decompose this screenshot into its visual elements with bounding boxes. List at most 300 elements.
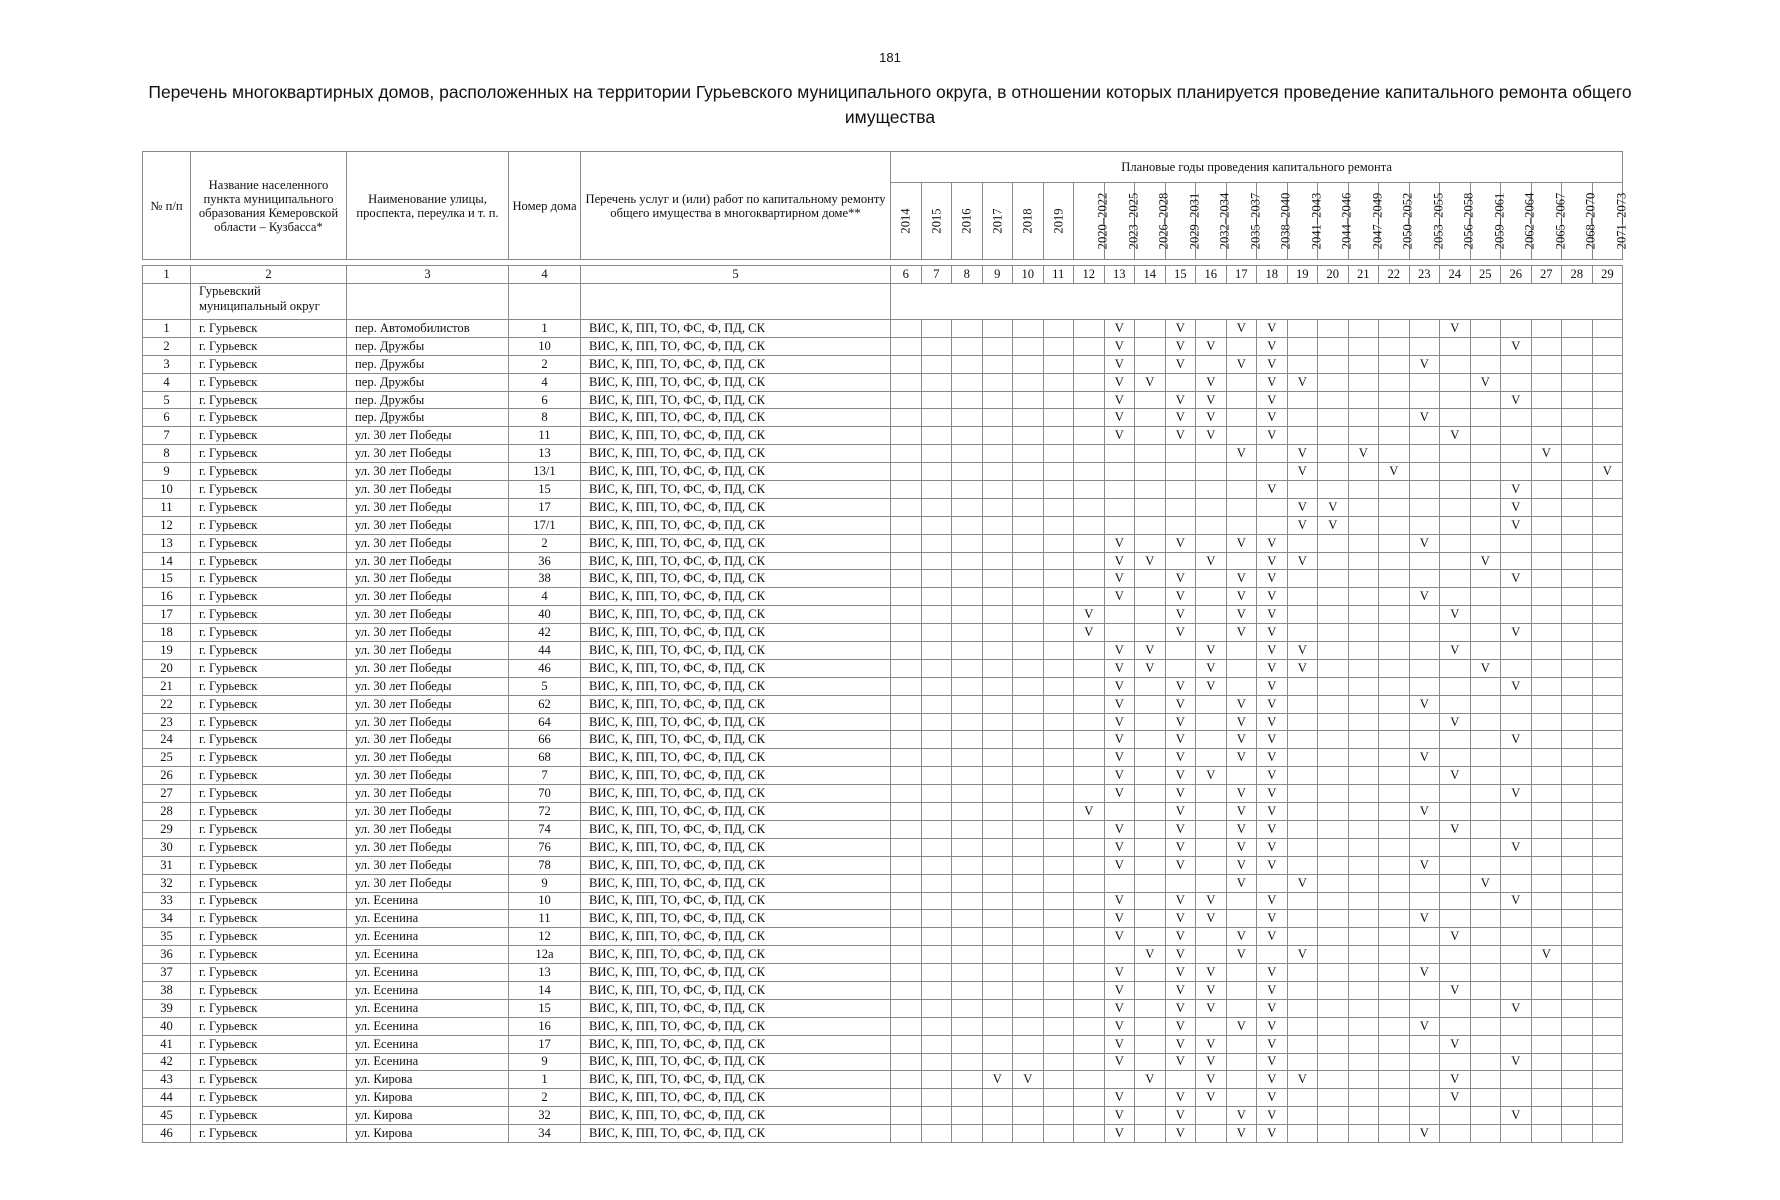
year-cell-21	[1531, 1035, 1562, 1053]
year-cell-21	[1531, 713, 1562, 731]
year-cell-3	[982, 999, 1013, 1017]
year-cell-17	[1409, 606, 1440, 624]
year-cell-5	[1043, 803, 1074, 821]
year-cell-14	[1318, 928, 1349, 946]
year-cell-16	[1379, 1071, 1410, 1089]
year-cell-10: V	[1196, 1053, 1227, 1071]
year-cell-1	[921, 337, 952, 355]
year-cell-21	[1531, 820, 1562, 838]
column-number: 12	[1074, 266, 1105, 284]
column-number: 27	[1531, 266, 1562, 284]
year-cell-20: V	[1501, 1107, 1532, 1125]
year-cell-12: V	[1257, 767, 1288, 785]
year-cell-15	[1348, 1107, 1379, 1125]
year-cell-16	[1379, 320, 1410, 338]
year-cell-21	[1531, 981, 1562, 999]
year-cell-10: V	[1196, 552, 1227, 570]
year-cell-7: V	[1104, 534, 1135, 552]
year-cell-7	[1104, 481, 1135, 499]
year-cell-20	[1501, 767, 1532, 785]
year-cell-21: V	[1531, 445, 1562, 463]
year-cell-0	[891, 570, 922, 588]
year-cell-15	[1348, 749, 1379, 767]
year-cell-14	[1318, 409, 1349, 427]
year-cell-10	[1196, 731, 1227, 749]
row-house: 13	[509, 964, 581, 982]
year-cell-13: V	[1287, 659, 1318, 677]
year-cell-20	[1501, 820, 1532, 838]
year-cell-4	[1013, 516, 1044, 534]
row-house: 8	[509, 409, 581, 427]
year-cell-14	[1318, 1071, 1349, 1089]
year-cell-9	[1165, 642, 1196, 660]
year-cell-2	[952, 409, 983, 427]
year-cell-11	[1226, 999, 1257, 1017]
region-empty-street	[347, 284, 509, 320]
year-cell-10	[1196, 481, 1227, 499]
year-cell-13	[1287, 803, 1318, 821]
year-cell-18: V	[1440, 320, 1471, 338]
year-cell-21	[1531, 463, 1562, 481]
row-street: ул. Есенина	[347, 981, 509, 999]
year-cell-6	[1074, 946, 1105, 964]
year-cell-16	[1379, 749, 1410, 767]
year-cell-1	[921, 355, 952, 373]
year-cell-13	[1287, 481, 1318, 499]
row-street: ул. Есенина	[347, 910, 509, 928]
column-number: 2	[191, 266, 347, 284]
year-cell-12: V	[1257, 337, 1288, 355]
year-cell-22	[1562, 874, 1593, 892]
year-cell-6	[1074, 409, 1105, 427]
year-cell-0	[891, 856, 922, 874]
year-cell-11: V	[1226, 856, 1257, 874]
year-cell-1	[921, 803, 952, 821]
year-cell-16	[1379, 516, 1410, 534]
row-locality: г. Гурьевск	[191, 463, 347, 481]
row-locality: г. Гурьевск	[191, 1017, 347, 1035]
year-cell-19	[1470, 642, 1501, 660]
year-cell-7: V	[1104, 928, 1135, 946]
year-cell-18	[1440, 391, 1471, 409]
year-cell-14	[1318, 659, 1349, 677]
year-cell-2	[952, 695, 983, 713]
year-cell-4	[1013, 552, 1044, 570]
year-cell-5	[1043, 427, 1074, 445]
row-locality: г. Гурьевск	[191, 874, 347, 892]
row-works: ВИС, К, ПП, ТО, ФС, Ф, ПД, СК	[581, 767, 891, 785]
year-label: 2056–2058	[1461, 192, 1476, 250]
table-row	[143, 820, 1623, 838]
region-empty-works	[581, 284, 891, 320]
year-label: 2062–2064	[1522, 192, 1537, 250]
year-cell-7: V	[1104, 552, 1135, 570]
year-cell-16	[1379, 946, 1410, 964]
year-cell-14	[1318, 856, 1349, 874]
year-cell-23	[1592, 1071, 1623, 1089]
year-cell-0	[891, 481, 922, 499]
year-cell-5	[1043, 928, 1074, 946]
year-cell-2	[952, 910, 983, 928]
year-cell-14	[1318, 713, 1349, 731]
year-cell-10: V	[1196, 373, 1227, 391]
year-cell-0	[891, 1053, 922, 1071]
year-cell-11: V	[1226, 946, 1257, 964]
year-cell-8	[1135, 624, 1166, 642]
year-cell-0	[891, 981, 922, 999]
year-cell-10: V	[1196, 659, 1227, 677]
year-cell-1	[921, 677, 952, 695]
year-cell-5	[1043, 481, 1074, 499]
year-cell-22	[1562, 534, 1593, 552]
column-number: 14	[1135, 266, 1166, 284]
year-cell-16	[1379, 552, 1410, 570]
year-cell-19: V	[1470, 874, 1501, 892]
year-cell-19	[1470, 964, 1501, 982]
year-cell-3	[982, 337, 1013, 355]
row-street: пер. Дружбы	[347, 373, 509, 391]
row-number: 5	[143, 391, 191, 409]
row-street: ул. 30 лет Победы	[347, 588, 509, 606]
year-cell-20	[1501, 320, 1532, 338]
column-number: 13	[1104, 266, 1135, 284]
row-works: ВИС, К, ПП, ТО, ФС, Ф, ПД, СК	[581, 481, 891, 499]
year-cell-14	[1318, 606, 1349, 624]
year-cell-16	[1379, 999, 1410, 1017]
year-cell-9: V	[1165, 731, 1196, 749]
year-cell-22	[1562, 820, 1593, 838]
year-cell-1	[921, 427, 952, 445]
year-cell-18: V	[1440, 1035, 1471, 1053]
row-house: 2	[509, 534, 581, 552]
year-cell-22	[1562, 427, 1593, 445]
year-cell-10: V	[1196, 1035, 1227, 1053]
year-cell-20	[1501, 1089, 1532, 1107]
row-house: 2	[509, 355, 581, 373]
year-cell-17	[1409, 928, 1440, 946]
year-cell-1	[921, 463, 952, 481]
year-cell-8	[1135, 1089, 1166, 1107]
year-cell-15	[1348, 624, 1379, 642]
year-cell-2	[952, 820, 983, 838]
year-cell-6	[1074, 1053, 1105, 1071]
row-number: 34	[143, 910, 191, 928]
year-cell-9	[1165, 373, 1196, 391]
year-cell-21	[1531, 355, 1562, 373]
year-cell-16	[1379, 677, 1410, 695]
year-cell-15	[1348, 337, 1379, 355]
year-cell-7: V	[1104, 892, 1135, 910]
year-cell-4	[1013, 391, 1044, 409]
year-cell-20	[1501, 713, 1532, 731]
row-number: 4	[143, 373, 191, 391]
table-row	[143, 1089, 1623, 1107]
year-cell-13	[1287, 409, 1318, 427]
year-cell-0	[891, 355, 922, 373]
row-works: ВИС, К, ПП, ТО, ФС, Ф, ПД, СК	[581, 624, 891, 642]
row-house: 6	[509, 391, 581, 409]
year-cell-23	[1592, 677, 1623, 695]
year-cell-18	[1440, 409, 1471, 427]
year-cell-15	[1348, 534, 1379, 552]
year-cell-22	[1562, 552, 1593, 570]
year-cell-23	[1592, 337, 1623, 355]
year-cell-5	[1043, 785, 1074, 803]
year-cell-13	[1287, 910, 1318, 928]
year-cell-9: V	[1165, 749, 1196, 767]
year-cell-2	[952, 391, 983, 409]
row-street: ул. 30 лет Победы	[347, 659, 509, 677]
row-number: 37	[143, 964, 191, 982]
year-cell-0	[891, 391, 922, 409]
year-cell-1	[921, 981, 952, 999]
year-cell-5	[1043, 588, 1074, 606]
year-cell-20	[1501, 534, 1532, 552]
row-works: ВИС, К, ПП, ТО, ФС, Ф, ПД, СК	[581, 910, 891, 928]
header-num: № п/п	[143, 152, 191, 260]
year-cell-2	[952, 803, 983, 821]
row-street: ул. 30 лет Победы	[347, 820, 509, 838]
year-cell-8	[1135, 874, 1166, 892]
year-cell-9	[1165, 1071, 1196, 1089]
year-cell-5	[1043, 659, 1074, 677]
year-cell-16	[1379, 874, 1410, 892]
year-cell-5	[1043, 981, 1074, 999]
year-cell-22	[1562, 749, 1593, 767]
year-cell-22	[1562, 337, 1593, 355]
year-cell-5	[1043, 391, 1074, 409]
year-cell-15	[1348, 1125, 1379, 1143]
year-cell-23	[1592, 1035, 1623, 1053]
year-cell-9: V	[1165, 999, 1196, 1017]
year-cell-20	[1501, 874, 1532, 892]
row-house: 64	[509, 713, 581, 731]
year-cell-6	[1074, 445, 1105, 463]
year-cell-17: V	[1409, 695, 1440, 713]
row-number: 23	[143, 713, 191, 731]
year-cell-10	[1196, 588, 1227, 606]
year-cell-3	[982, 803, 1013, 821]
year-cell-20	[1501, 355, 1532, 373]
year-cell-9: V	[1165, 427, 1196, 445]
row-locality: г. Гурьевск	[191, 856, 347, 874]
year-cell-15	[1348, 856, 1379, 874]
year-cell-15	[1348, 516, 1379, 534]
row-works: ВИС, К, ПП, ТО, ФС, Ф, ПД, СК	[581, 463, 891, 481]
year-cell-22	[1562, 946, 1593, 964]
year-cell-18	[1440, 355, 1471, 373]
year-cell-18: V	[1440, 606, 1471, 624]
year-cell-14	[1318, 946, 1349, 964]
table-row	[143, 767, 1623, 785]
year-cell-0	[891, 695, 922, 713]
year-cell-2	[952, 516, 983, 534]
year-cell-21	[1531, 1071, 1562, 1089]
year-cell-10	[1196, 803, 1227, 821]
year-cell-3	[982, 731, 1013, 749]
year-cell-15	[1348, 820, 1379, 838]
year-cell-18: V	[1440, 427, 1471, 445]
year-cell-17	[1409, 481, 1440, 499]
year-cell-12: V	[1257, 677, 1288, 695]
year-cell-23	[1592, 659, 1623, 677]
year-cell-14	[1318, 481, 1349, 499]
year-cell-11	[1226, 981, 1257, 999]
year-cell-10: V	[1196, 642, 1227, 660]
year-cell-9: V	[1165, 677, 1196, 695]
year-cell-13	[1287, 749, 1318, 767]
row-number: 16	[143, 588, 191, 606]
row-locality: г. Гурьевск	[191, 749, 347, 767]
year-cell-2	[952, 892, 983, 910]
year-cell-10	[1196, 1125, 1227, 1143]
year-cell-19	[1470, 999, 1501, 1017]
year-cell-6	[1074, 570, 1105, 588]
year-cell-20	[1501, 964, 1532, 982]
year-cell-0	[891, 677, 922, 695]
row-works: ВИС, К, ПП, ТО, ФС, Ф, ПД, СК	[581, 1053, 891, 1071]
year-cell-23	[1592, 856, 1623, 874]
year-cell-14	[1318, 463, 1349, 481]
year-cell-15	[1348, 1071, 1379, 1089]
year-cell-15	[1348, 588, 1379, 606]
year-cell-17: V	[1409, 749, 1440, 767]
year-cell-19	[1470, 928, 1501, 946]
region-empty-years	[891, 284, 1623, 320]
year-cell-11: V	[1226, 570, 1257, 588]
year-cell-3	[982, 749, 1013, 767]
year-cell-13	[1287, 606, 1318, 624]
year-cell-8	[1135, 928, 1166, 946]
year-cell-7: V	[1104, 570, 1135, 588]
year-cell-7: V	[1104, 767, 1135, 785]
year-label: 2053–2055	[1430, 192, 1445, 250]
year-cell-0	[891, 498, 922, 516]
column-number: 23	[1409, 266, 1440, 284]
year-cell-16	[1379, 624, 1410, 642]
year-cell-7: V	[1104, 820, 1135, 838]
year-cell-17	[1409, 981, 1440, 999]
year-cell-3	[982, 695, 1013, 713]
year-cell-19	[1470, 695, 1501, 713]
row-locality: г. Гурьевск	[191, 320, 347, 338]
row-street: ул. 30 лет Победы	[347, 463, 509, 481]
year-cell-10	[1196, 928, 1227, 946]
year-cell-23: V	[1592, 463, 1623, 481]
year-cell-19	[1470, 677, 1501, 695]
year-cell-3	[982, 427, 1013, 445]
year-label: 2038–2040	[1278, 192, 1293, 250]
year-cell-17: V	[1409, 803, 1440, 821]
table-row	[143, 785, 1623, 803]
year-cell-1	[921, 552, 952, 570]
year-cell-12: V	[1257, 355, 1288, 373]
year-cell-5	[1043, 910, 1074, 928]
year-cell-6	[1074, 659, 1105, 677]
row-street: ул. Есенина	[347, 946, 509, 964]
year-cell-22	[1562, 1107, 1593, 1125]
year-cell-13	[1287, 1107, 1318, 1125]
year-cell-21	[1531, 892, 1562, 910]
year-cell-18	[1440, 516, 1471, 534]
year-cell-18	[1440, 874, 1471, 892]
year-cell-14	[1318, 749, 1349, 767]
year-cell-0	[891, 552, 922, 570]
year-cell-4	[1013, 1017, 1044, 1035]
year-cell-4	[1013, 445, 1044, 463]
year-cell-2	[952, 1035, 983, 1053]
year-cell-3	[982, 820, 1013, 838]
year-cell-21	[1531, 1125, 1562, 1143]
year-cell-6: V	[1074, 606, 1105, 624]
row-works: ВИС, К, ПП, ТО, ФС, Ф, ПД, СК	[581, 981, 891, 999]
year-cell-2	[952, 1089, 983, 1107]
year-cell-3	[982, 946, 1013, 964]
row-number: 31	[143, 856, 191, 874]
year-cell-17	[1409, 445, 1440, 463]
year-cell-12: V	[1257, 642, 1288, 660]
year-cell-5	[1043, 534, 1074, 552]
year-cell-2	[952, 785, 983, 803]
year-cell-11: V	[1226, 588, 1257, 606]
row-house: 42	[509, 624, 581, 642]
year-cell-7	[1104, 445, 1135, 463]
year-cell-6: V	[1074, 803, 1105, 821]
year-cell-17: V	[1409, 910, 1440, 928]
year-cell-17: V	[1409, 409, 1440, 427]
year-cell-20	[1501, 445, 1532, 463]
year-cell-12: V	[1257, 820, 1288, 838]
year-cell-12: V	[1257, 606, 1288, 624]
year-cell-22	[1562, 1071, 1593, 1089]
row-locality: г. Гурьевск	[191, 624, 347, 642]
row-house: 66	[509, 731, 581, 749]
year-cell-19	[1470, 320, 1501, 338]
year-cell-10	[1196, 713, 1227, 731]
year-cell-11: V	[1226, 928, 1257, 946]
year-cell-5	[1043, 874, 1074, 892]
year-cell-18	[1440, 337, 1471, 355]
year-cell-12: V	[1257, 856, 1288, 874]
year-cell-1	[921, 659, 952, 677]
year-cell-11	[1226, 337, 1257, 355]
year-cell-19	[1470, 337, 1501, 355]
year-cell-19	[1470, 981, 1501, 999]
year-cell-11: V	[1226, 785, 1257, 803]
year-cell-17	[1409, 320, 1440, 338]
year-cell-22	[1562, 409, 1593, 427]
year-cell-19	[1470, 498, 1501, 516]
year-cell-10: V	[1196, 1071, 1227, 1089]
column-number-row	[143, 266, 1623, 284]
row-street: пер. Дружбы	[347, 337, 509, 355]
year-cell-1	[921, 1035, 952, 1053]
year-cell-6	[1074, 713, 1105, 731]
year-cell-2	[952, 606, 983, 624]
year-cell-15	[1348, 785, 1379, 803]
year-cell-3	[982, 606, 1013, 624]
year-cell-0	[891, 337, 922, 355]
year-cell-5	[1043, 606, 1074, 624]
year-cell-8	[1135, 427, 1166, 445]
year-cell-21	[1531, 1107, 1562, 1125]
year-cell-7: V	[1104, 1125, 1135, 1143]
column-number: 10	[1013, 266, 1044, 284]
table-row	[143, 498, 1623, 516]
year-cell-16	[1379, 391, 1410, 409]
row-street: ул. 30 лет Победы	[347, 498, 509, 516]
year-cell-7: V	[1104, 409, 1135, 427]
